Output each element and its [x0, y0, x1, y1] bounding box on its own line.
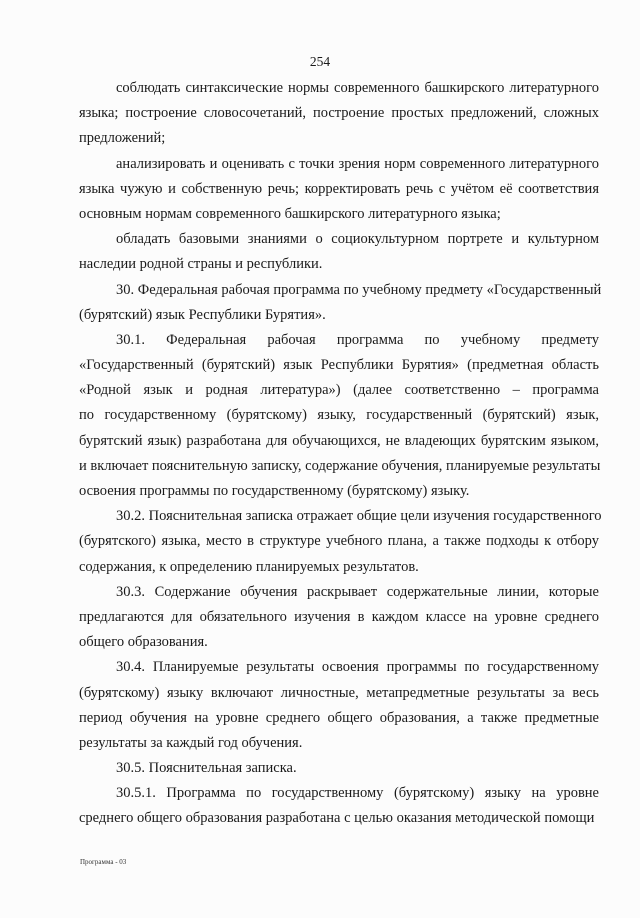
paragraph-line: (бурятскому) языку включают личностные, метапредметные результаты за весь [79, 684, 599, 701]
paragraph-line: общего образования. [79, 634, 208, 651]
paragraph-line: и включает пояснительную записку, содержание обучения, планируемые результаты [79, 457, 601, 474]
paragraph-line: 30.2. Пояснительная записка отражает общие цели изучения государственного [116, 508, 602, 525]
paragraph-line: наследии родной страны и республики. [79, 256, 323, 273]
paragraph [79, 580, 599, 656]
document-body [79, 76, 602, 832]
paragraph [79, 756, 599, 781]
footer-label: Программа - 03 [80, 858, 127, 866]
paragraph-line: (бурятского) языка, место в структуре учебного плана, а также подходы к отбору [79, 533, 599, 550]
page-number: 254 [309, 54, 331, 69]
paragraph-line: результаты за каждый год обучения. [79, 734, 303, 751]
paragraph-line: (бурятский) язык Республики Бурятия». [79, 306, 326, 323]
paragraph-line: «Государственный (бурятский) язык Республики Бурятия» (предметная область [79, 357, 599, 374]
paragraph [79, 328, 599, 504]
paragraph-line: предлагаются для обязательного изучения в каждом классе на уровне среднего [79, 608, 599, 625]
paragraph-line: 30.4. Планируемые результаты освоения программы по государственному [116, 659, 599, 676]
paragraph-line: бурятский язык) разработана для обучающихся, не владеющих бурятским языком, [79, 432, 599, 449]
paragraph-line: 30.5.1. Программа по государственному (бурятскому) языку на уровне [116, 785, 599, 802]
paragraph [79, 278, 602, 328]
paragraph-line: 30.3. Содержание обучения раскрывает содержательные линии, которые [116, 583, 599, 600]
paragraph-line: обладать базовыми знаниями о социокультурном портрете и культурном [116, 231, 599, 248]
paragraph [79, 504, 602, 580]
paragraph-line: среднего общего образования разработана с целью оказания методической помощи [79, 810, 595, 827]
paragraph-line: предложений; [79, 130, 166, 147]
paragraph [79, 227, 599, 277]
paragraph-line: освоения программы по государственному (бурятскому) языку. [79, 483, 470, 499]
paragraph-line: содержания, к определению планируемых результатов. [79, 558, 419, 575]
paragraph-line: соблюдать синтаксические нормы современного башкирского литературного [116, 80, 599, 96]
paragraph-line: период обучения на уровне среднего общего образования, а также предметные [79, 709, 599, 726]
paragraph [79, 781, 599, 831]
paragraph-line: по государственному (бурятскому) языку, государственный (бурятский) язык, [79, 407, 599, 424]
paragraph-line: языка чужую и собственную речь; корректировать речь с учётом её соответствия [79, 180, 599, 197]
paragraph-line: 30. Федеральная рабочая программа по учебному предмету «Государственный [116, 281, 602, 298]
paragraph [79, 655, 599, 756]
paragraph-line: языка; построение словосочетаний, построение простых предложений, сложных [79, 105, 599, 122]
paragraph-line: 30.1. Федеральная рабочая программа по учебному предмету [116, 331, 599, 348]
paragraph-line: «Родной язык и родная литература») (далее соответственно – программа [79, 382, 599, 399]
paragraph-line: 30.5. Пояснительная записка. [116, 760, 297, 777]
paragraph-line: основным нормам современного башкирского литературного языка; [79, 205, 501, 222]
paragraph [79, 76, 599, 152]
paragraph-line: анализировать и оценивать с точки зрения норм современного литературного [116, 155, 599, 172]
paragraph [79, 152, 599, 228]
